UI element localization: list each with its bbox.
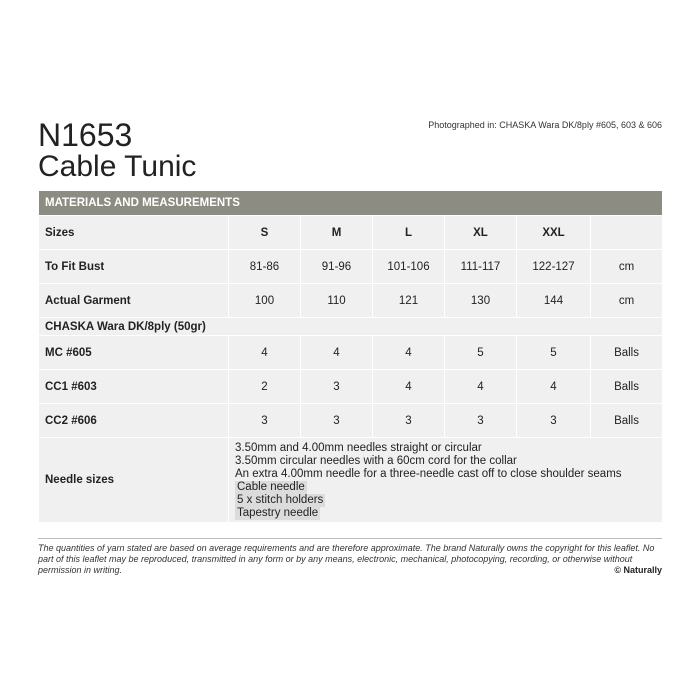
value-cell: 4: [301, 336, 373, 370]
pattern-title: Cable Tunic: [38, 150, 197, 183]
size-cell: L: [373, 216, 445, 250]
row-label: Sizes: [39, 216, 229, 250]
value-cell: 4: [373, 336, 445, 370]
pattern-code: N1653: [38, 117, 133, 153]
unit-cell: Balls: [591, 370, 663, 404]
value-cell: 100: [229, 284, 301, 318]
yarn-title: CHASKA Wara DK/8ply (50gr): [39, 318, 663, 336]
row-label: Needle sizes: [39, 438, 229, 523]
value-cell: 2: [229, 370, 301, 404]
row-label: To Fit Bust: [39, 250, 229, 284]
size-cell: S: [229, 216, 301, 250]
value-cell: 3: [373, 404, 445, 438]
needle-item: 5 x stitch holders: [237, 494, 324, 506]
needle-item: An extra 4.00mm needle for a three-needle cast off to close shoulder seams: [235, 468, 622, 480]
value-cell: 4: [445, 370, 517, 404]
unit-cell: Balls: [591, 404, 663, 438]
materials-table: [38, 190, 663, 523]
needle-row: [39, 438, 663, 523]
value-cell: 5: [445, 336, 517, 370]
unit-cell: cm: [591, 250, 663, 284]
value-cell: 3: [301, 370, 373, 404]
copyright-notice: © Naturally: [614, 565, 662, 575]
value-cell: 3: [229, 404, 301, 438]
disclaimer-text: The quantities of yarn stated are based on average requirements and are therefore approximate. The brand Naturally owns the copyright for this leaflet. No part of this leaflet may be reproduced, transmitted in any form or by any means, electronic, mechanical, photocopying, recording, or otherwise without permission in writing.: [38, 543, 655, 575]
divider: [38, 538, 662, 539]
row-label: CC2 #606: [39, 404, 229, 438]
value-cell: 3: [445, 404, 517, 438]
needle-item: Cable needle: [237, 481, 305, 493]
needle-item: 3.50mm circular needles with a 60cm cord for the collar: [235, 455, 517, 467]
table-row: [39, 370, 663, 404]
value-cell: 122-127: [517, 250, 591, 284]
value-cell: 4: [373, 370, 445, 404]
unit-cell: [591, 216, 663, 250]
section-title: MATERIALS AND MEASUREMENTS: [39, 191, 663, 216]
value-cell: 5: [517, 336, 591, 370]
needle-list: [229, 438, 663, 523]
photographed-in-note: Photographed in: CHASKA Wara DK/8ply #605, 603 & 606: [428, 120, 662, 130]
sizes-row: [39, 216, 663, 250]
value-cell: 91-96: [301, 250, 373, 284]
size-cell: M: [301, 216, 373, 250]
value-cell: 3: [517, 404, 591, 438]
size-cell: XL: [445, 216, 517, 250]
table-row: [39, 250, 663, 284]
needle-item: Tapestry needle: [237, 507, 319, 519]
unit-cell: Balls: [591, 336, 663, 370]
yarn-title-row: [39, 318, 663, 336]
size-cell: XXL: [517, 216, 591, 250]
value-cell: 4: [229, 336, 301, 370]
needle-item: 3.50mm and 4.00mm needles straight or circular: [235, 442, 482, 454]
table-row: [39, 336, 663, 370]
table-row: [39, 404, 663, 438]
value-cell: 111-117: [445, 250, 517, 284]
value-cell: 144: [517, 284, 591, 318]
row-label: CC1 #603: [39, 370, 229, 404]
value-cell: 101-106: [373, 250, 445, 284]
unit-cell: cm: [591, 284, 663, 318]
value-cell: 130: [445, 284, 517, 318]
table-row: [39, 284, 663, 318]
value-cell: 3: [301, 404, 373, 438]
value-cell: 4: [517, 370, 591, 404]
value-cell: 110: [301, 284, 373, 318]
row-label: MC #605: [39, 336, 229, 370]
row-label: Actual Garment: [39, 284, 229, 318]
section-header-row: [39, 191, 663, 216]
value-cell: 121: [373, 284, 445, 318]
value-cell: 81-86: [229, 250, 301, 284]
